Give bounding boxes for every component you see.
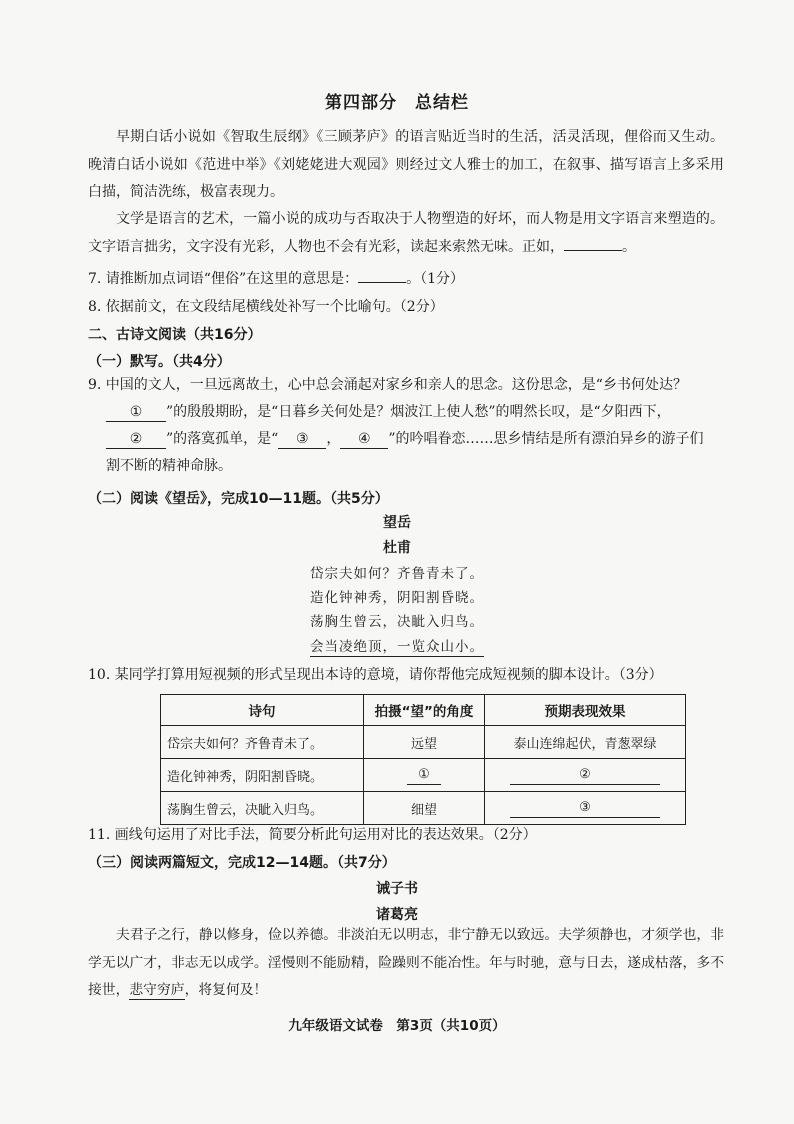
passage-paragraph-2-end: 。 [622, 238, 636, 255]
table-cell-line: 造化钟神秀，阴阳割昏晓。 [161, 759, 364, 792]
question-7-score: 。（1分） [406, 271, 465, 287]
table-header: 拍摄“望”的角度 [364, 695, 485, 726]
answer-blank-9-2[interactable]: ② [106, 430, 166, 449]
table-row [161, 792, 686, 825]
question-9-line-4: 割不断的精神命脉。 [106, 458, 232, 474]
question-9-text-1: ”的殷殷期盼，是“日暮乡关何处是？烟波江上使人愁”的喟然长叹，是“夕阳西下， [166, 404, 671, 420]
table-cell-angle: 远望 [364, 726, 485, 759]
table-row [161, 726, 686, 759]
answer-blank-q7[interactable] [358, 268, 406, 283]
poem-line-1: 岱宗夫如何？齐鲁青未了。 [310, 566, 484, 582]
question-11: 11. 画线句运用了对比手法，简要分析此句运用对比的表达效果。（2分） [88, 827, 537, 843]
table-cell-angle: 细望 [364, 792, 485, 825]
question-10: 10. 某同学打算用短视频的形式呈现出本诗的意境，请你帮他完成短视频的脚本设计。（3分） [88, 667, 663, 683]
passage-paragraph-2-text: 文学是语言的艺术，一篇小说的成功与否取决于人物塑造的好坏，而人物是用文字语言来塑造的。文字语言拙劣，文字没有光彩，人物也不会有光彩，读起来索然无味。正如， [88, 211, 724, 255]
table-cell-angle [364, 759, 485, 792]
answer-blank-9-4[interactable]: ④ [340, 430, 388, 449]
question-7-text: 7. 请推断加点词语“俚俗”在这里的意思是： [88, 271, 359, 287]
answer-blank-10-1[interactable]: ① [407, 766, 441, 785]
table-cell-effect: 泰山连绵起伏，青葱翠绿 [485, 726, 686, 759]
table-row [161, 759, 686, 792]
table-header: 预期表现效果 [485, 695, 686, 726]
table-cell-line: 岱宗夫如何？齐鲁青未了。 [161, 726, 364, 759]
essay-body-end: ，将复何及！ [184, 982, 268, 998]
answer-blank-10-2[interactable]: ② [510, 766, 660, 785]
table-header-row [161, 695, 686, 726]
question-9-text-3: ”的吟唱眷恋……思乡情结是所有漂泊异乡的游子们 [388, 431, 704, 447]
subsection-1-title: （一）默写。（共4分） [88, 354, 231, 370]
question-9-line-2 [88, 399, 728, 426]
part-title-right: 总结栏 [415, 93, 469, 113]
essay-body-text: 夫君子之行，静以修身，俭以养德。非淡泊无以明志，非宁静无以致远。夫学须静也，才须学也，非学无以广才，非志无以成学。淫慢则不能励精，险躁则不能冶性。年与时驰，意与日去，遂成枯落，多不接世， [88, 927, 724, 998]
poem-title: 望岳 [383, 515, 411, 531]
essay-body [88, 922, 724, 1005]
table-cell-line: 荡胸生曾云，决眦入归鸟。 [161, 792, 364, 825]
subsection-2-title: （二）阅读《望岳》，完成10—11题。（共5分） [88, 491, 389, 507]
table-cell-effect [485, 792, 686, 825]
part-title-left: 第四部分 [325, 93, 397, 113]
poem-author: 杜甫 [383, 540, 411, 556]
poem-line-3: 荡胸生曾云，决眦入归鸟。 [310, 614, 484, 630]
question-9 [88, 372, 728, 480]
section-2-title: 二、古诗文阅读（共16分） [88, 327, 262, 343]
question-7 [88, 268, 464, 288]
page-footer: 九年级语文试卷 第3页（共10页） [288, 1018, 506, 1034]
question-9-lead: 9. 中国的文人，一旦远离故土，心中总会涌起对家乡和亲人的思念。这份思念，是“乡书何处达？ [88, 377, 687, 393]
question-8: 8. 依据前文，在文段结尾横线处补写一个比喻句。（2分） [88, 299, 444, 315]
subsection-3-title: （三）阅读两篇短文，完成12—14题。（共7分） [88, 855, 396, 871]
essay-title: 诫子书 [376, 881, 418, 897]
poem-line-4-underlined: 会当凌绝顶，一览众山小。 [310, 639, 484, 655]
table-cell-effect [485, 759, 686, 792]
answer-blank-q8[interactable] [564, 236, 622, 251]
passage-paragraph-1: 早期白话小说如《智取生辰纲》《三顾茅庐》的语言贴近当时的生活，活灵活现，俚俗而又生动。晚清白话小说如《范进中举》《刘姥姥进大观园》则经过文人雅士的加工，在叙事、描写语言上多采用白描，简洁洗练，极富表现力。 [88, 129, 724, 200]
table-header: 诗句 [161, 695, 364, 726]
essay-author: 诸葛亮 [376, 907, 418, 923]
question-9-sep: ， [326, 431, 341, 447]
answer-blank-9-3[interactable]: ③ [278, 430, 326, 449]
part-title [0, 88, 794, 113]
passage-paragraph-2 [88, 206, 724, 261]
essay-body-underlined: 悲守穷庐 [129, 982, 185, 998]
poem-line-4 [0, 635, 794, 655]
question-9-line-3 [88, 426, 728, 453]
script-design-table [160, 694, 686, 825]
answer-blank-10-3[interactable]: ③ [510, 799, 660, 818]
answer-blank-9-1[interactable]: ① [106, 403, 166, 422]
question-9-text-2: ”的落寞孤单，是“ [166, 431, 279, 447]
poem-line-2: 造化钟神秀，阴阳割昏晓。 [310, 590, 484, 606]
